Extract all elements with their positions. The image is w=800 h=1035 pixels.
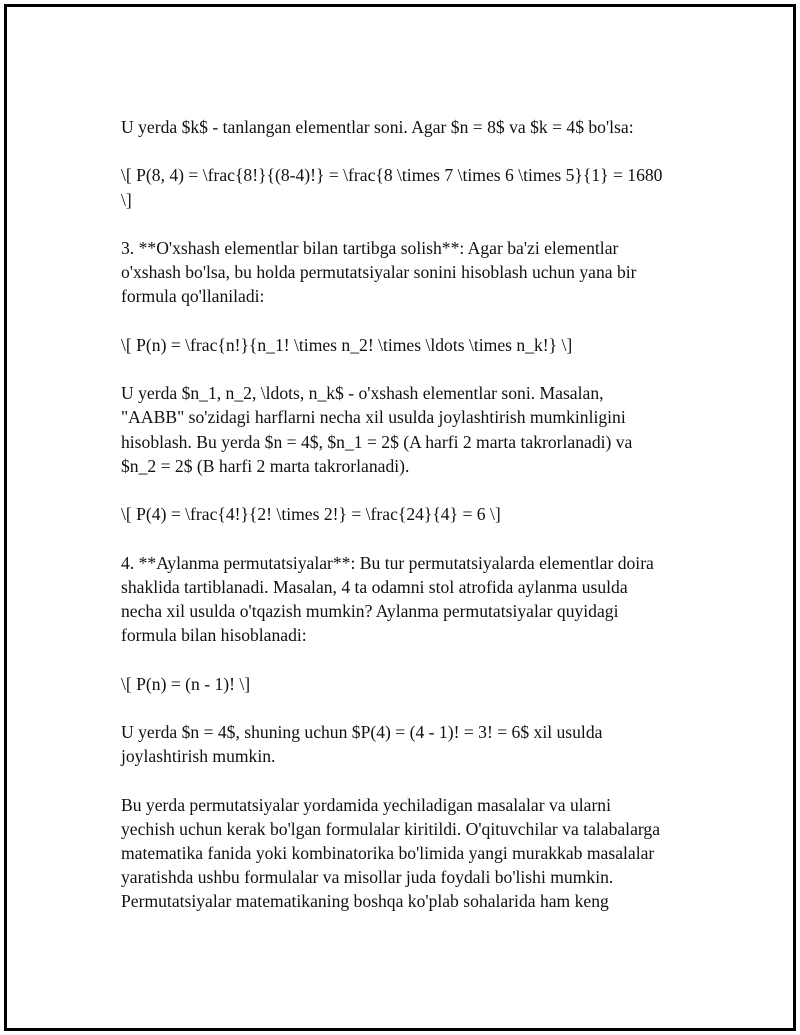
paragraph-aabb-example: U yerda $n_1, n_2, \ldots, n_k$ - o'xshash elementlar soni. Masalan, "AABB" so'zidagi harflarni necha xil usulda joylashtirish mumkinligini hisoblash. Bu yerda $n = 4$, $n_1 = 2$ (A harfi 2 marta takrorlanadi) va $n_2 = 2$ (B harfi 2 marta takrorlanadi). — [121, 383, 633, 476]
page-frame — [4, 4, 796, 1031]
paragraph-k-definition: U yerda $k$ - tanlangan elementlar soni. Agar $n = 8$ va $k = 4$ bo'lsa: — [121, 117, 634, 137]
formula-multinomial: \[ P(n) = \frac{n!}{n_1! \times n_2! \times \ldots \times n_k!} \] — [121, 334, 573, 355]
paragraph-similar-elements: 3. **O'xshash elementlar bilan tartibga solish**: Agar ba'zi elementlar o'xshash bo'lsa, bu holda permutatsiyalar sonini hisoblash uchun yana bir formula qo'llaniladi: — [121, 237, 637, 307]
paragraph-circular-permutations: 4. **Aylanma permutatsiyalar**: Bu tur permutatsiyalarda elementlar doira shaklida tartiblanadi. Masalan, 4 ta odamni stol atrofida aylanma usulda necha xil usulda o'tqazish mumkin? Aylanma permutatsiyalar quyidagi formula bilan hisoblanadi: — [121, 552, 654, 646]
document-body — [121, 115, 701, 938]
formula-circular: \[ P(n) = (n - 1)! \] — [121, 673, 251, 694]
formula-p-8-4: \[ P(8, 4) = \frac{8!}{(8-4)!} = \frac{8 \times 7 \times 6 \times 5}{1} = 1680 \] — [121, 165, 663, 210]
paragraph-circular-example: U yerda $n = 4$, shuning uchun $P(4) = (4 - 1)! = 3! = 6$ xil usulda joylashtirish mumkin. — [121, 721, 603, 767]
paragraph-conclusion: Bu yerda permutatsiyalar yordamida yechiladigan masalalar va ularni yechish uchun kerak bo'lgan formulalar kiritildi. O'qituvchilar va talabalarga matematika fanida yoki kombinatorika bo'limida yangi murakkab masalalar yaratishda ushbu formulalar va misollar juda foydali bo'lishi mumkin. Permutatsiyalar matematikaning boshqa ko'plab sohalarida ham keng — [121, 794, 661, 912]
formula-p-4-aabb: \[ P(4) = \frac{4!}{2! \times 2!} = \frac{24}{4} = 6 \] — [121, 504, 501, 525]
